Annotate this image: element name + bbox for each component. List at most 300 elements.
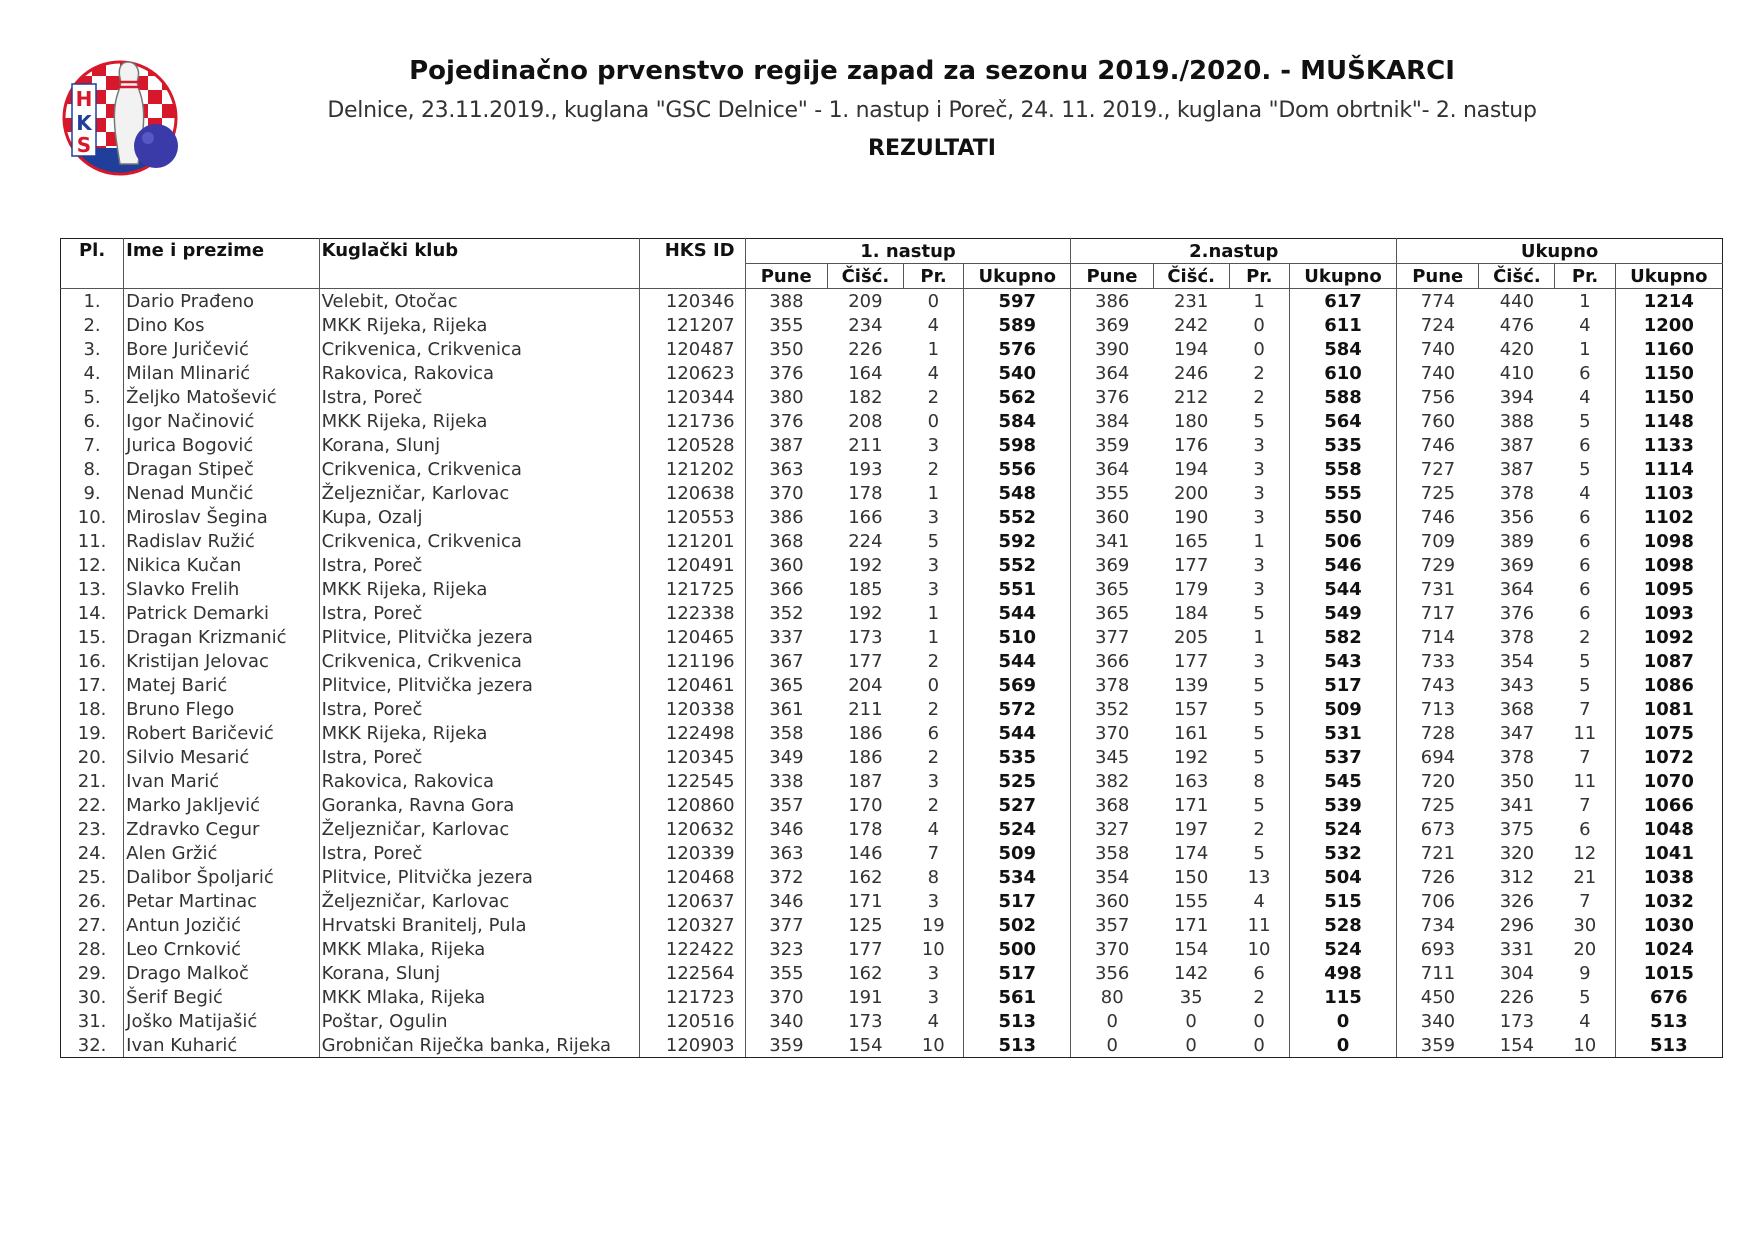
cell-n1-pune: 376 (745, 361, 827, 385)
cell-player-name: Željko Matošević (124, 385, 319, 409)
cell-n1-pr: 3 (927, 770, 940, 792)
subheader-1-pr: Pr. (903, 264, 963, 289)
cell-n2-pr: 1 (1253, 530, 1265, 552)
cell-n2-pr: 13 (1247, 866, 1271, 888)
cell-tot-pr: 6 (1579, 578, 1591, 600)
cell-n1-pune: 360 (745, 553, 827, 577)
cell-n1-ukupno: 551 (964, 577, 1071, 601)
cell-n1-pune: 346 (745, 817, 827, 841)
cell-place: 12. (61, 553, 124, 577)
cell-n1-pr: 3 (927, 578, 940, 600)
table-row (61, 625, 1723, 649)
cell-n1-pune: 370 (745, 985, 827, 1009)
cell-n2-cisc: 176 (1173, 434, 1209, 456)
cell-n2-ukupno: 611 (1289, 313, 1396, 337)
cell-n1-pune: 357 (745, 793, 827, 817)
cell-n2-pr: 4 (1253, 890, 1265, 912)
cell-tot-pr: 10 (1555, 1033, 1615, 1058)
cell-player-name: Nenad Munčić (124, 481, 319, 505)
cell-club: Željezničar, Karlovac (319, 817, 640, 841)
cell-place: 2. (61, 313, 124, 337)
cell-tot-pr: 11 (1573, 722, 1597, 744)
cell-n1-pune: 365 (745, 673, 827, 697)
cell-player-name: Nikica Kučan (124, 553, 319, 577)
cell-n2-pune: 369 (1071, 553, 1153, 577)
cell-tot-ukupno: 1114 (1615, 457, 1722, 481)
cell-place: 18. (61, 697, 124, 721)
cell-n1-pune: 380 (745, 385, 827, 409)
cell-n1-ukupno: 561 (964, 985, 1071, 1009)
cell-n1-pr: 4 (927, 1010, 940, 1032)
cell-tot-pr: 21 (1573, 866, 1597, 888)
cell-tot-ukupno: 1030 (1615, 913, 1722, 937)
cell-tot-pune: 724 (1397, 313, 1479, 337)
cell-n1-pune: 366 (745, 577, 827, 601)
cell-n2-pr: 2 (1253, 986, 1265, 1008)
table-row (61, 769, 1723, 793)
cell-club: Rakovica, Rakovica (319, 769, 640, 793)
cell-n2-pr: 2 (1253, 386, 1265, 408)
table-row (61, 505, 1723, 529)
subheader-3-pr: Pr. (1555, 264, 1615, 289)
cell-player-name: Dario Prađeno (124, 289, 319, 314)
cell-n1-ukupno: 548 (964, 481, 1071, 505)
cell-hks-id: 120638 (640, 481, 745, 505)
cell-place: 19. (61, 721, 124, 745)
cell-player-name: Bruno Flego (124, 697, 319, 721)
results-table (60, 238, 1723, 1058)
cell-n1-ukupno: 509 (964, 841, 1071, 865)
cell-hks-id: 120491 (640, 553, 745, 577)
cell-n1-ukupno: 598 (964, 433, 1071, 457)
cell-tot-pr: 5 (1579, 458, 1591, 480)
cell-n1-cisc: 178 (848, 482, 883, 504)
cell-place: 16. (61, 649, 124, 673)
cell-tot-ukupno: 1133 (1615, 433, 1722, 457)
cell-player-name: Jurica Bogović (124, 433, 319, 457)
cell-n2-pune: 345 (1071, 745, 1153, 769)
cell-n1-pune: 338 (745, 769, 827, 793)
cell-player-name: Zdravko Cegur (124, 817, 319, 841)
cell-n1-ukupno: 527 (964, 793, 1071, 817)
cell-n1-pr: 4 (927, 314, 940, 336)
cell-place: 9. (61, 481, 124, 505)
cell-n1-pr: 3 (927, 986, 940, 1008)
cell-n2-pr: 5 (1253, 410, 1265, 432)
cell-n2-pune: 365 (1071, 601, 1153, 625)
cell-n2-ukupno: 617 (1289, 289, 1396, 314)
cell-place: 17. (61, 673, 124, 697)
subheader-1-ukupno: Ukupno (964, 264, 1071, 289)
cell-club: Crikvenica, Crikvenica (319, 337, 640, 361)
cell-n1-ukupno: 544 (964, 649, 1071, 673)
cell-n2-ukupno: 524 (1289, 817, 1396, 841)
cell-tot-ukupno: 513 (1615, 1033, 1722, 1058)
table-row (61, 649, 1723, 673)
cell-tot-ukupno: 513 (1615, 1009, 1722, 1033)
cell-tot-cisc: 376 (1499, 602, 1535, 624)
cell-n2-pune: 376 (1071, 385, 1153, 409)
cell-club: Istra, Poreč (319, 553, 640, 577)
cell-place: 5. (61, 385, 124, 409)
cell-n1-cisc: 164 (848, 362, 883, 384)
cell-n1-ukupno: 592 (964, 529, 1071, 553)
cell-n1-pune: 358 (745, 721, 827, 745)
cell-hks-id: 120516 (640, 1009, 745, 1033)
cell-n2-cisc: 190 (1173, 506, 1209, 528)
cell-tot-pune: 693 (1397, 937, 1479, 961)
cell-tot-pune: 725 (1397, 481, 1479, 505)
subheader-2-pr: Pr. (1229, 264, 1289, 289)
cell-tot-pune: 727 (1397, 457, 1479, 481)
table-row (61, 361, 1723, 385)
cell-n1-pr: 1 (927, 602, 940, 624)
cell-n2-pune: 358 (1071, 841, 1153, 865)
cell-n1-cisc: 185 (848, 578, 883, 600)
cell-n1-ukupno: 517 (964, 889, 1071, 913)
cell-n1-cisc: 170 (848, 794, 883, 816)
header-pl: Pl. (61, 239, 124, 289)
cell-n2-cisc: 180 (1173, 410, 1209, 432)
cell-place: 11. (61, 529, 124, 553)
cell-n1-ukupno: 584 (964, 409, 1071, 433)
cell-place: 10. (61, 505, 124, 529)
cell-n2-pune: 0 (1071, 1009, 1153, 1033)
cell-n1-ukupno: 552 (964, 505, 1071, 529)
cell-n2-pr: 0 (1229, 1033, 1289, 1058)
cell-hks-id: 122422 (640, 937, 745, 961)
cell-player-name: Kristijan Jelovac (124, 649, 319, 673)
cell-tot-cisc: 326 (1499, 890, 1535, 912)
cell-n1-cisc: 208 (848, 410, 883, 432)
cell-n1-pune: 387 (745, 433, 827, 457)
cell-n1-pr: 2 (927, 458, 940, 480)
cell-n2-pune: 355 (1071, 481, 1153, 505)
cell-player-name: Dragan Stipeč (124, 457, 319, 481)
cell-tot-pr: 6 (1579, 434, 1591, 456)
cell-n2-ukupno: 528 (1289, 913, 1396, 937)
cell-n2-cisc: 194 (1173, 458, 1209, 480)
cell-n2-ukupno: 0 (1289, 1033, 1396, 1058)
cell-hks-id: 120903 (640, 1033, 745, 1058)
cell-n1-pr: 1 (927, 626, 940, 648)
cell-tot-cisc: 375 (1499, 818, 1535, 840)
cell-n1-pune: 368 (745, 529, 827, 553)
cell-place: 20. (61, 745, 124, 769)
cell-tot-ukupno: 1072 (1615, 745, 1722, 769)
cell-tot-cisc: 369 (1499, 554, 1535, 576)
cell-tot-cisc: 296 (1499, 914, 1535, 936)
cell-n2-ukupno: 0 (1289, 1009, 1396, 1033)
cell-n2-ukupno: 550 (1289, 505, 1396, 529)
cell-n1-pr: 2 (927, 746, 940, 768)
cell-n2-pune: 352 (1071, 697, 1153, 721)
cell-n1-pune: 361 (745, 697, 827, 721)
cell-tot-cisc: 343 (1499, 674, 1535, 696)
cell-player-name: Marko Jakljević (124, 793, 319, 817)
cell-n2-cisc: 174 (1173, 842, 1209, 864)
cell-tot-pune: 711 (1397, 961, 1479, 985)
cell-hks-id: 122545 (640, 769, 745, 793)
cell-tot-pune: 731 (1397, 577, 1479, 601)
cell-n2-pr: 3 (1253, 482, 1265, 504)
cell-tot-ukupno: 1038 (1615, 865, 1722, 889)
cell-tot-ukupno: 1098 (1615, 553, 1722, 577)
cell-club: MKK Rijeka, Rijeka (319, 409, 640, 433)
cell-n1-pune: 386 (745, 505, 827, 529)
cell-tot-ukupno: 1066 (1615, 793, 1722, 817)
cell-place: 14. (61, 601, 124, 625)
cell-n2-ukupno: 506 (1289, 529, 1396, 553)
cell-n1-pune: 337 (745, 625, 827, 649)
cell-n2-pune: 359 (1071, 433, 1153, 457)
cell-tot-pr: 4 (1579, 386, 1591, 408)
cell-hks-id: 122498 (640, 721, 745, 745)
cell-n2-pr: 11 (1247, 914, 1271, 936)
cell-hks-id: 120468 (640, 865, 745, 889)
cell-n1-ukupno: 544 (964, 601, 1071, 625)
table-row (61, 553, 1723, 577)
cell-tot-ukupno: 676 (1615, 985, 1722, 1009)
cell-tot-pr: 9 (1579, 962, 1591, 984)
cell-n2-cisc: 197 (1173, 818, 1209, 840)
cell-n2-pr: 3 (1253, 650, 1265, 672)
cell-place: 25. (61, 865, 124, 889)
cell-n2-ukupno: 537 (1289, 745, 1396, 769)
cell-tot-ukupno: 1087 (1615, 649, 1722, 673)
cell-place: 6. (61, 409, 124, 433)
cell-n2-pr: 5 (1253, 842, 1265, 864)
cell-club: MKK Rijeka, Rijeka (319, 577, 640, 601)
cell-n1-cisc: 192 (848, 554, 883, 576)
cell-n2-pr: 3 (1253, 578, 1265, 600)
subheader-2-ukupno: Ukupno (1289, 264, 1396, 289)
cell-n2-cisc: 192 (1173, 746, 1209, 768)
cell-club: Rakovica, Rakovica (319, 361, 640, 385)
cell-club: Željezničar, Karlovac (319, 481, 640, 505)
cell-n2-cisc: 231 (1173, 290, 1209, 312)
subheader-2-pune: Pune (1071, 264, 1153, 289)
cell-tot-pr: 7 (1579, 890, 1591, 912)
cell-tot-pune: 714 (1397, 625, 1479, 649)
cell-hks-id: 120465 (640, 625, 745, 649)
cell-n2-pr: 5 (1253, 674, 1265, 696)
cell-tot-pr: 6 (1579, 554, 1591, 576)
cell-hks-id: 120553 (640, 505, 745, 529)
cell-n1-pr: 5 (927, 530, 940, 552)
cell-n1-pr: 3 (927, 554, 940, 576)
cell-n2-pr: 3 (1253, 506, 1265, 528)
cell-club: Plitvice, Plitvička jezera (319, 625, 640, 649)
cell-tot-pune: 359 (1397, 1033, 1479, 1058)
cell-player-name: Šerif Begić (124, 985, 319, 1009)
cell-player-name: Ivan Marić (124, 769, 319, 793)
cell-tot-pune: 725 (1397, 793, 1479, 817)
cell-n2-cisc: 155 (1173, 890, 1209, 912)
cell-n2-cisc: 157 (1173, 698, 1209, 720)
cell-n2-ukupno: 532 (1289, 841, 1396, 865)
table-row (61, 385, 1723, 409)
cell-n2-ukupno: 543 (1289, 649, 1396, 673)
cell-n1-ukupno: 552 (964, 553, 1071, 577)
cell-n2-pune: 382 (1071, 769, 1153, 793)
cell-n1-pr: 3 (927, 506, 940, 528)
cell-club: Istra, Poreč (319, 697, 640, 721)
results-heading: REZULTATI (868, 136, 996, 161)
cell-hks-id: 121196 (640, 649, 745, 673)
event-subtitle: Delnice, 23.11.2019., kuglana "GSC Delnice" - 1. nastup i Poreč, 24. 11. 2019., kuglana "Dom obrtnik"- 2. nastup (327, 98, 1537, 123)
table-row (61, 673, 1723, 697)
cell-tot-pune: 720 (1397, 769, 1479, 793)
cell-n1-cisc: 193 (848, 458, 883, 480)
cell-tot-pr: 4 (1579, 1010, 1591, 1032)
cell-n1-ukupno: 569 (964, 673, 1071, 697)
table-row (61, 337, 1723, 361)
cell-n1-cisc: 187 (848, 770, 883, 792)
table-row (61, 289, 1723, 314)
cell-place: 27. (61, 913, 124, 937)
subheader-1-cisc: Čišć. (827, 264, 903, 289)
cell-n2-pr: 10 (1247, 938, 1271, 960)
cell-tot-pune: 340 (1397, 1009, 1479, 1033)
cell-n1-cisc: 146 (848, 842, 883, 864)
cell-place: 7. (61, 433, 124, 457)
cell-n1-ukupno: 524 (964, 817, 1071, 841)
cell-n2-pune: 364 (1071, 361, 1153, 385)
cell-tot-pr: 20 (1573, 938, 1597, 960)
header-ukupno-group: Ukupno (1397, 239, 1723, 264)
cell-n1-pr: 3 (927, 962, 940, 984)
cell-n2-pr: 2 (1253, 362, 1265, 384)
cell-n1-cisc: 162 (848, 866, 883, 888)
cell-n2-pune: 327 (1071, 817, 1153, 841)
cell-n2-ukupno: 558 (1289, 457, 1396, 481)
cell-hks-id: 120339 (640, 841, 745, 865)
cell-tot-pune: 743 (1397, 673, 1479, 697)
cell-tot-pune: 709 (1397, 529, 1479, 553)
cell-tot-pr: 6 (1579, 602, 1591, 624)
cell-n1-pr: 0 (927, 674, 940, 696)
cell-n1-cisc: 125 (848, 914, 883, 936)
table-row (61, 577, 1723, 601)
header-club: Kuglački klub (319, 239, 640, 289)
cell-n2-pr: 3 (1253, 554, 1265, 576)
table-row (61, 457, 1723, 481)
logo-letter-s: S (76, 133, 92, 157)
table-row (61, 409, 1723, 433)
cell-n2-cisc: 177 (1173, 650, 1209, 672)
cell-club: Istra, Poreč (319, 601, 640, 625)
cell-club: Korana, Slunj (319, 433, 640, 457)
cell-tot-ukupno: 1086 (1615, 673, 1722, 697)
cell-n2-pune: 390 (1071, 337, 1153, 361)
cell-hks-id: 120338 (640, 697, 745, 721)
table-row (61, 601, 1723, 625)
cell-club: Istra, Poreč (319, 385, 640, 409)
cell-club: Goranka, Ravna Gora (319, 793, 640, 817)
cell-n1-cisc: 234 (848, 314, 883, 336)
cell-n1-pune: 376 (745, 409, 827, 433)
table-row (61, 865, 1723, 889)
cell-tot-pr: 6 (1579, 506, 1591, 528)
table-row (61, 313, 1723, 337)
cell-place: 4. (61, 361, 124, 385)
cell-club: MKK Mlaka, Rijeka (319, 985, 640, 1009)
cell-player-name: Antun Jozičić (124, 913, 319, 937)
cell-n1-ukupno: 576 (964, 337, 1071, 361)
cell-tot-pr: 5 (1579, 650, 1591, 672)
cell-n2-pune: 357 (1071, 913, 1153, 937)
cell-n1-pune: 370 (745, 481, 827, 505)
cell-tot-ukupno: 1200 (1615, 313, 1722, 337)
cell-hks-id: 120327 (640, 913, 745, 937)
cell-n2-cisc: 163 (1173, 770, 1209, 792)
header-name: Ime i prezime (124, 239, 319, 289)
cell-n2-pune: 377 (1071, 625, 1153, 649)
cell-n2-pune: 368 (1071, 793, 1153, 817)
cell-tot-pr: 1 (1579, 290, 1591, 312)
cell-tot-pr: 7 (1579, 746, 1591, 768)
cell-n2-ukupno: 517 (1289, 673, 1396, 697)
cell-tot-ukupno: 1075 (1615, 721, 1722, 745)
cell-tot-pr: 11 (1573, 770, 1597, 792)
cell-tot-ukupno: 1098 (1615, 529, 1722, 553)
cell-tot-pune: 717 (1397, 601, 1479, 625)
table-row (61, 697, 1723, 721)
cell-n1-cisc: 204 (848, 674, 883, 696)
cell-n1-pr: 2 (927, 698, 940, 720)
cell-n1-pr: 4 (927, 362, 940, 384)
cell-n2-pune: 360 (1071, 889, 1153, 913)
cell-n1-pr: 2 (927, 650, 940, 672)
cell-hks-id: 120345 (640, 745, 745, 769)
cell-n1-pune: 355 (745, 313, 827, 337)
cell-n2-cisc: 200 (1173, 482, 1209, 504)
cell-player-name: Petar Martinac (124, 889, 319, 913)
cell-n1-pune: 359 (745, 1033, 827, 1058)
cell-n1-cisc: 192 (848, 602, 883, 624)
cell-n1-cisc: 171 (848, 890, 883, 912)
cell-n2-cisc: 194 (1173, 338, 1209, 360)
cell-n1-cisc: 173 (848, 1010, 883, 1032)
cell-n2-cisc: 0 (1153, 1033, 1229, 1058)
cell-n1-pr: 2 (927, 794, 940, 816)
cell-tot-pr: 2 (1579, 626, 1591, 648)
cell-n1-pune: 323 (745, 937, 827, 961)
cell-hks-id: 120860 (640, 793, 745, 817)
cell-n2-pr: 0 (1253, 314, 1265, 336)
cell-n1-ukupno: 500 (964, 937, 1071, 961)
cell-place: 8. (61, 457, 124, 481)
cell-tot-pr: 7 (1579, 794, 1591, 816)
cell-hks-id: 120346 (640, 289, 745, 314)
cell-n2-ukupno: 524 (1289, 937, 1396, 961)
table-row (61, 481, 1723, 505)
cell-place: 26. (61, 889, 124, 913)
cell-hks-id: 121736 (640, 409, 745, 433)
cell-tot-ukupno: 1103 (1615, 481, 1722, 505)
cell-n1-ukupno: 517 (964, 961, 1071, 985)
cell-n2-cisc: 242 (1173, 314, 1209, 336)
cell-tot-pr: 6 (1579, 362, 1591, 384)
cell-tot-pune: 746 (1397, 433, 1479, 457)
cell-n1-pr: 10 (903, 1033, 963, 1058)
cell-tot-ukupno: 1048 (1615, 817, 1722, 841)
cell-tot-pr: 5 (1579, 674, 1591, 696)
cell-n1-cisc: 186 (848, 722, 883, 744)
cell-tot-cisc: 354 (1499, 650, 1535, 672)
cell-n2-cisc: 35 (1179, 986, 1203, 1008)
